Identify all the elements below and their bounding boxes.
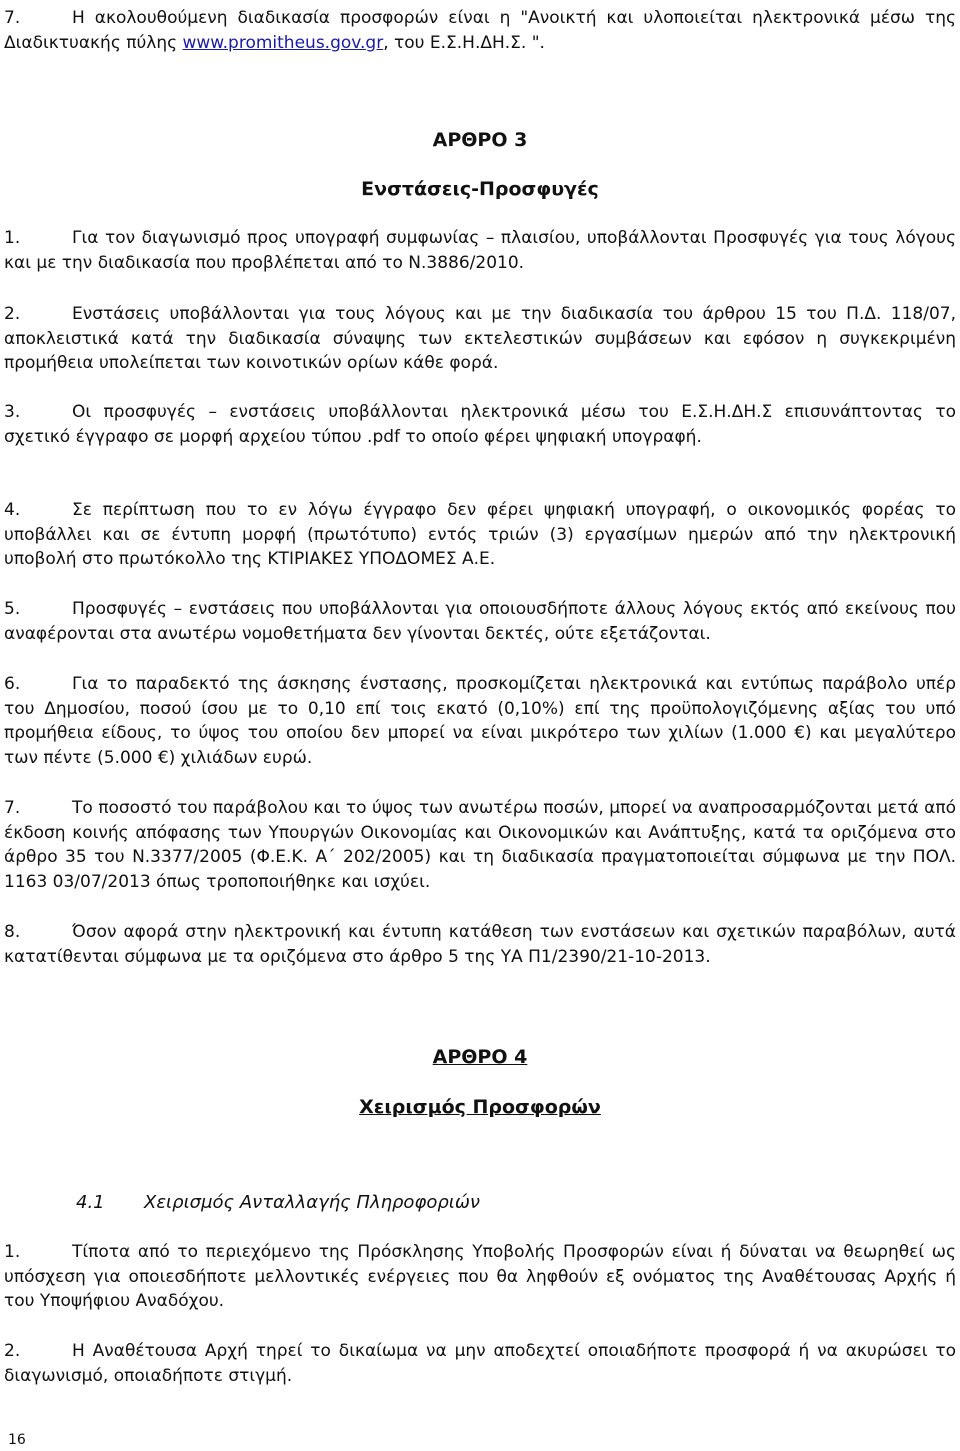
article-3-item-7: [4, 796, 956, 894]
article-3-item-4: [4, 498, 956, 572]
item-text: Σε περίπτωση που το εν λόγω έγγραφο δεν φέρει ψηφιακή υπογραφή, ο οικονομικός φορέας το υποβάλλει και σε έντυπη μορφή (πρωτότυπο) εντός τριών (3) εργασίμων ημερών από την ηλεκτρονική υποβολή στο πρωτόκολλο της ΚΤΙΡΙΑΚΕΣ ΥΠΟΔΟΜΕΣ Α.Ε.: [4, 500, 956, 569]
promitheus-link[interactable]: www.promitheus.gov.gr: [182, 32, 384, 53]
paragraph-item-7: [4, 6, 956, 55]
item-text: Όσον αφορά στην ηλεκτρονική και έντυπη κατάθεση των ενστάσεων και σχετικών παραβόλων, αυτά κατατίθενται σύμφωνα με τα οριζόμενα στο άρθρο 5 της ΥΑ Π1/2390/21-10-2013.: [4, 922, 956, 967]
item-text-end: , του Ε.Σ.Η.ΔΗ.Σ. ".: [383, 32, 545, 53]
item-text: Η Αναθέτουσα Αρχή τηρεί το δικαίωμα να μην αποδεχτεί οποιαδήποτε προσφορά ή να ακυρώσει το διαγωνισμό, οποιαδήποτε στιγμή.: [4, 1341, 956, 1386]
article-3-item-5: [4, 597, 956, 646]
article-3-item-3: [4, 400, 956, 449]
item-number: 7.: [4, 798, 21, 818]
article-3-item-1: [4, 226, 956, 275]
item-text: Η ακολουθούμενη διαδικασία προσφορών είναι η "Ανοικτή και υλοποιείται ηλεκτρονικά μέσω της Διαδικτυακής πύλης: [4, 8, 956, 53]
section-number: 4.1: [76, 1192, 105, 1213]
item-number: 1.: [4, 1242, 21, 1262]
article-4-item-2: [4, 1339, 956, 1388]
item-number: 2.: [4, 304, 21, 324]
item-number: 7.: [4, 8, 21, 28]
page-number: 16: [8, 1432, 26, 1448]
item-number: 3.: [4, 402, 21, 422]
item-number: 5.: [4, 599, 21, 619]
item-number: 8.: [4, 922, 21, 942]
item-text: Ενστάσεις υποβάλλονται για τους λόγους και με την διαδικασία του άρθρου 15 του Π.Δ. 118/07, αποκλειστικά κατά την διαδικασία σύναψης των εκτελεστικών συμβάσεων και εφόσον η συγκεκριμένη προμήθεια υπολείπεται των κοινοτικών ορίων κάθε φορά.: [4, 304, 956, 373]
item-text: Για το παραδεκτό της άσκησης ένστασης, προσκομίζεται ηλεκτρονικά και εντύπως παράβολο υπέρ του Δημοσίου, ποσού ίσου με το 0,10 επί τοις εκατό (0,10%) επί της προϋπολογιζόμενης αξίας του υπό προμήθεια είδους, το ύψος του οποίου δεν μπορεί να είναι μικρότερο των χιλίων (1.000 €) και μεγαλύτερο των πέντε (5.000 €) χιλιάδων ευρώ.: [4, 674, 956, 768]
article-3-subtitle: Ενστάσεις-Προσφυγές: [361, 178, 599, 200]
article-3-item-6: [4, 672, 956, 770]
item-number: 4.: [4, 500, 21, 520]
item-text: Οι προσφυγές – ενστάσεις υποβάλλονται ηλεκτρονικά μέσω του Ε.Σ.Η.ΔΗ.Σ επισυνάπτοντας το σχετικό έγγραφο σε μορφή αρχείου τύπου .pdf το οποίο φέρει ψηφιακή υπογραφή.: [4, 402, 956, 447]
item-text: Τίποτα από το περιεχόμενο της Πρόσκλησης Υποβολής Προσφορών είναι ή δύναται να θεωρηθεί ως υπόσχεση για οποιεσδήποτε μελλοντικές ενέργειες που θα ληφθούν εξ ονόματος της Αναθέτουσας Αρχής ή του Υποψήφιου Αναδόχου.: [4, 1242, 956, 1311]
item-text: Προσφυγές – ενστάσεις που υποβάλλονται για οποιουσδήποτε άλλους λόγους εκτός από εκείνους που αναφέρονται στα ανωτέρω νομοθετήματα δεν γίνονται δεκτές, ούτε εξετάζονται.: [4, 599, 956, 644]
article-3-item-2: [4, 302, 956, 376]
article-4-title: ΑΡΘΡΟ 4: [432, 1046, 528, 1068]
section-title: Χειρισμός Ανταλλαγής Πληροφοριών: [144, 1192, 480, 1213]
item-text: Το ποσοστό του παράβολου και το ύψος των ανωτέρω ποσών, μπορεί να αναπροσαρμόζονται μετά από έκδοση κοινής απόφασης των Υπουργών Οικονομίας και Οικονομικών και Ανάπτυξης, κατά τα οριζόμενα στο άρθρο 35 του Ν.3377/2005 (Φ.Ε.Κ. Α΄ 202/2005) και τη διαδικασία πραγματοποιείται σύμφωνα με την ΠΟΛ. 1163 03/07/2013 όπως τροποποιήθηκε και ισχύει.: [4, 798, 956, 892]
article-4-subtitle: Χειρισμός Προσφορών: [359, 1096, 601, 1118]
section-4-1-heading: [76, 1191, 480, 1215]
item-number: 6.: [4, 674, 21, 694]
item-text: Για τον διαγωνισμό προς υπογραφή συμφωνίας – πλαισίου, υποβάλλονται Προσφυγές για τους λόγους και με την διαδικασία που προβλέπεται από το Ν.3886/2010.: [4, 228, 956, 273]
item-number: 2.: [4, 1341, 21, 1361]
article-3-item-8: [4, 920, 956, 969]
item-number: 1.: [4, 228, 21, 248]
article-3-title: ΑΡΘΡΟ 3: [432, 129, 528, 151]
article-4-item-1: [4, 1240, 956, 1314]
